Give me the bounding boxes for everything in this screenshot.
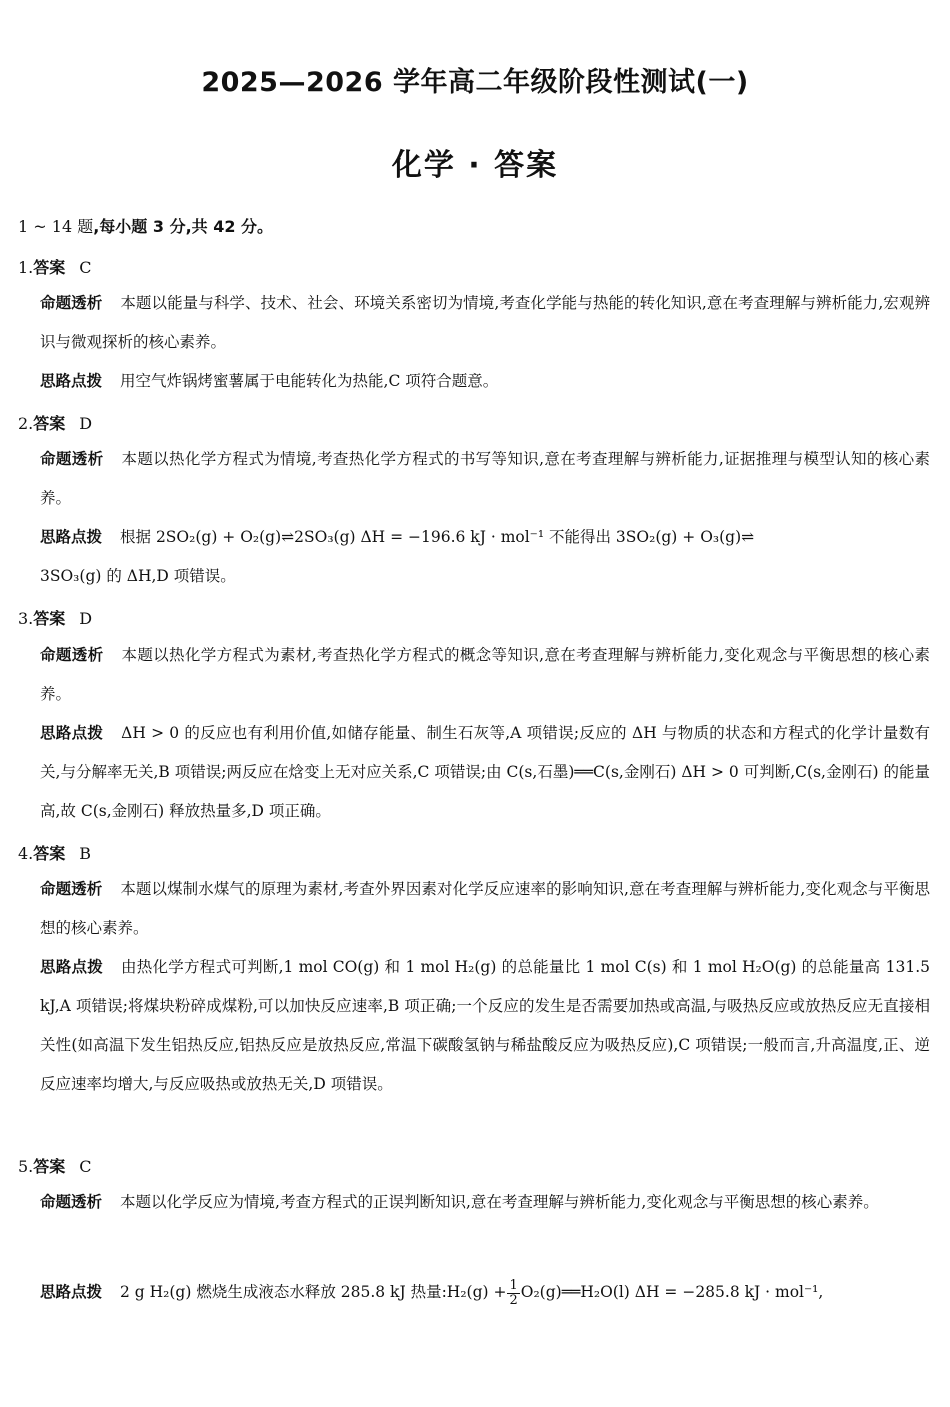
q3-number: 3. [18,609,34,628]
q5-insight-text: 本题以化学反应为情境,考查方程式的正误判断知识,意在考查理解与辨析能力,变化观念与平衡思想的核心素养。 [120,1193,879,1211]
q2-hint-line2: 3SO₃(g) 的 ΔH,D 项错误。 [40,567,236,585]
hint-label: 思路点拨 [40,958,104,976]
q1-number: 1. [18,258,34,277]
one-half-fraction [507,1279,519,1308]
hint-label: 思路点拨 [40,1283,103,1301]
q3-insight [40,636,930,714]
subject-title: 化学 · 答案 [391,148,559,183]
answer-label: 答案 [33,609,66,628]
hint-label: 思路点拨 [40,528,103,546]
q5-hint-part2: O₂(g)══H₂O(l) ΔH = −285.8 kJ · mol⁻¹, [520,1283,824,1301]
question-range: 1 ~ 14 题 [18,217,94,236]
q5-number: 5. [18,1157,34,1176]
q4-insight [40,870,930,948]
q3-answer-line [18,606,92,629]
exam-title: 2025—2026 学年高二年级阶段性测试(一) [201,67,749,98]
q5-hint [40,1270,930,1314]
q3-insight-text: 本题以热化学方程式为素材,考查热化学方程式的概念等知识,意在考查理解与辨析能力,变化观念与平衡思想的核心素养。 [40,646,930,703]
q3-hint [40,714,930,831]
insight-label: 命题透析 [40,1193,103,1211]
answer-label: 答案 [33,844,66,863]
q1-hint-text: 用空气炸锅烤蜜薯属于电能转化为热能,C 项符合题意。 [120,372,499,390]
answer-label: 答案 [33,258,66,277]
q2-hint-line1: 根据 2SO₂(g) + O₂(g)⇌2SO₃(g) ΔH = −196.6 kJ · mol⁻¹ 不能得出 3SO₂(g) + O₃(g)⇌ [120,528,755,546]
q2-insight-text: 本题以热化学方程式为情境,考查热化学方程式的书写等知识,意在考查理解与辨析能力,证据推理与模型认知的核心素养。 [40,450,930,507]
answer-label: 答案 [33,414,66,433]
q5-hint-part1: 2 g H₂(g) 燃烧生成液态水释放 285.8 kJ 热量:H₂(g) + [120,1283,507,1301]
fraction-denominator: 2 [509,1292,518,1308]
q1-answer-line [18,255,92,278]
insight-label: 命题透析 [40,646,104,664]
q2-hint [40,518,930,596]
insight-label: 命题透析 [40,294,103,312]
q4-answer-line [18,841,91,864]
q3-hint-text: ΔH > 0 的反应也有利用价值,如储存能量、制生石灰等,A 项错误;反应的 ΔH 与物质的状态和方程式的化学计量数有关,与分解率无关,B 项错误;两反应在焓变上无对应关系,C 项错误;由 C(s,石墨)══C(s,金刚石) ΔH > 0 可判断,C(s,金刚石) 的能量高,故 C(s,金刚石) 释放热量多,D 项正确。 [40,724,930,820]
q1-answer: C [79,258,92,277]
answer-label: 答案 [33,1157,66,1176]
q4-hint [40,948,930,1104]
q2-number: 2. [18,414,34,433]
q5-answer: C [79,1157,92,1176]
insight-label: 命题透析 [40,450,104,468]
hint-label: 思路点拨 [40,372,103,390]
insight-label: 命题透析 [40,880,103,898]
q5-answer-line [18,1154,92,1177]
q2-insight [40,440,930,518]
q3-answer: D [79,609,93,628]
scoring-rule: ,每小题 3 分,共 42 分。 [93,217,274,236]
q2-answer: D [79,414,93,433]
scoring-intro [18,214,273,237]
q2-answer-line [18,411,92,434]
fraction-numerator: 1 [509,1277,518,1293]
q1-insight [40,284,930,362]
q1-insight-text: 本题以能量与科学、技术、社会、环境关系密切为情境,考查化学能与热能的转化知识,意在考查理解与辨析能力,宏观辨识与微观探析的核心素养。 [40,294,930,351]
q5-insight [40,1183,930,1222]
q4-hint-text: 由热化学方程式可判断,1 mol CO(g) 和 1 mol H₂(g) 的总能量比 1 mol C(s) 和 1 mol H₂O(g) 的总能量高 131.5 kJ,A 项错误;将煤块粉碎成煤粉,可以加快反应速率,B 项正确;一个反应的发生是否需要加热或高温,与吸热反应或放热反应无直接相关性(如高温下发生铝热反应,铝热反应是放热反应,常温下碳酸氢钠与稀盐酸反应为吸热反应),C 项错误;一般而言,升高温度,正、逆反应速率均增大,与反应吸热或放热无关,D 项错误。 [40,958,930,1093]
q4-insight-text: 本题以煤制水煤气的原理为素材,考查外界因素对化学反应速率的影响知识,意在考查理解与辨析能力,变化观念与平衡思想的核心素养。 [40,880,930,937]
q4-answer: B [79,844,92,863]
q1-hint [40,362,930,401]
hint-label: 思路点拨 [40,724,104,742]
q4-number: 4. [18,844,34,863]
